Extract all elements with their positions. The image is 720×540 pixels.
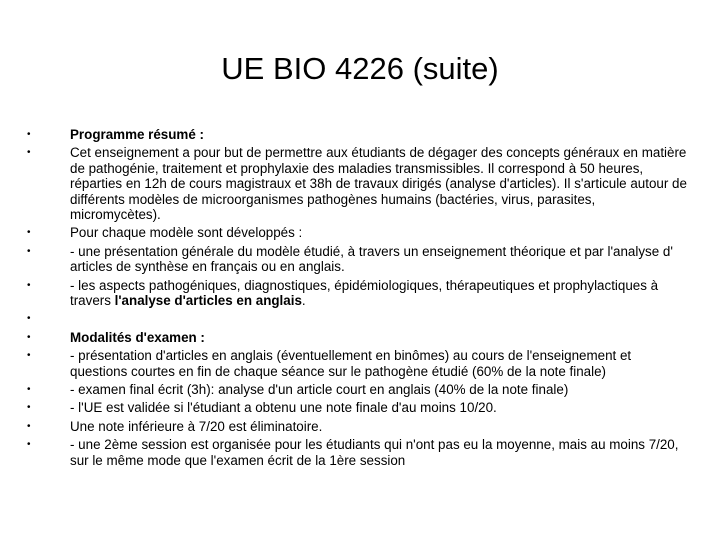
bullet-text: - une présentation générale du modèle étudié, à travers un enseignement théorique et par l'analyse d' articles de synthèse en français ou en anglais. — [70, 243, 673, 275]
bullet-text: Modalités d'examen : — [70, 329, 205, 345]
bullet-text: - les aspects pathogéniques, diagnostiques, épidémiologiques, thérapeutiques et prophylactiques à travers — [70, 277, 659, 309]
bullet-icon: • — [27, 384, 31, 396]
bullet-item-exam-heading — [27, 330, 687, 345]
bullet-item-aspects — [27, 278, 687, 309]
bullet-icon: • — [27, 245, 31, 257]
bullet-text: - présentation d'articles en anglais (éventuellement en binômes) au cours de l'enseignement et questions courtes en fin de chaque séance sur le pathogène étudié (60% de la note finale) — [70, 348, 632, 379]
bullet-icon: • — [27, 402, 31, 414]
bullet-item-models-intro — [27, 225, 687, 240]
bullet-text-emphasis: l'analyse d'articles en anglais — [114, 293, 302, 309]
bullet-item-description — [27, 145, 687, 222]
bullet-item-validation — [27, 400, 687, 415]
bullet-text: - l'UE est validée si l'étudiant a obtenu une note finale d'au moins 10/20. — [70, 400, 497, 416]
bullet-list — [27, 127, 687, 471]
bullet-text: Programme résumé : — [70, 127, 204, 142]
bullet-icon: • — [27, 331, 31, 343]
bullet-text: Pour chaque modèle sont développés : — [70, 225, 303, 241]
bullet-text: Une note inférieure à 7/20 est éliminatoire. — [70, 418, 323, 434]
slide-title: UE BIO 4226 (suite) — [221, 51, 499, 86]
bullet-icon: • — [27, 439, 31, 451]
bullet-text: - examen final écrit (3h): analyse d'un article court en anglais (40% de la note finale) — [70, 382, 569, 398]
bullet-item-final-exam — [27, 382, 687, 397]
bullet-item-presentation-exam — [27, 348, 687, 379]
bullet-item-second-session — [27, 437, 687, 468]
bullet-text: - une 2ème session est organisée pour les étudiants qui n'ont pas eu la moyenne, mais au moins 7/20, sur le même mode que l'examen écrit de la 1ère session — [70, 437, 679, 468]
bullet-icon: • — [27, 279, 31, 291]
bullet-icon: • — [27, 420, 31, 432]
bullet-icon: • — [27, 350, 31, 362]
bullet-icon: • — [27, 313, 31, 325]
bullet-item-general-presentation — [27, 244, 687, 275]
bullet-text: Cet enseignement a pour but de permettre aux étudiants de dégager des concepts généraux en matière de pathogénie, traitement et prophylaxie des maladies transmissibles. Il correspond à 50 heures, réparties en 12h de cours magistraux et 38h de travaux dirigés (analyse d'articles). Il s'articule autour de différents modèles de microorganismes pathogènes humains (bactéries, virus, parasites, micromycètes). — [70, 145, 687, 223]
bullet-item-programme-heading — [27, 127, 687, 142]
bullet-icon: • — [27, 147, 31, 159]
bullet-text-suffix: . — [301, 293, 306, 309]
bullet-icon: • — [27, 227, 31, 239]
bullet-item-empty — [27, 311, 687, 326]
bullet-item-eliminatory — [27, 419, 687, 434]
bullet-icon: • — [27, 129, 31, 140]
